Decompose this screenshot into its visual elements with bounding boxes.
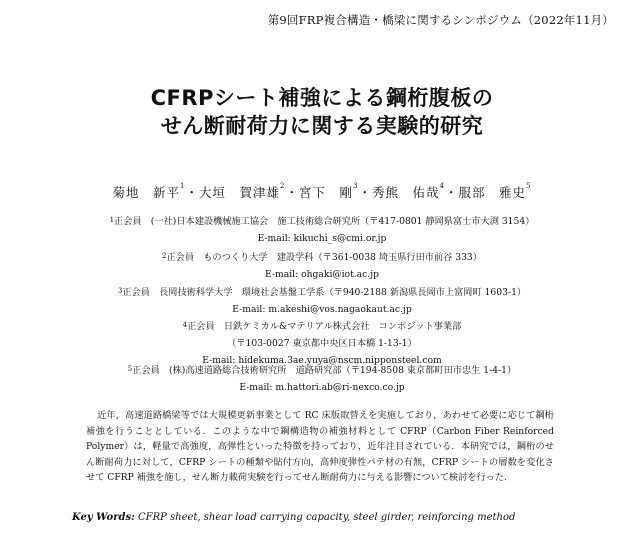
affiliation-line: $^3$正会員 長岡技術科学大学 環境社会基盤工学系（〒940-2188 新潟県長岡市上富岡町 1603-1） [117,287,527,298]
author-separator: ・ [185,185,199,200]
affiliation-mark: 2 [162,252,167,260]
author-mark: 1 [180,182,186,190]
author-list [0,183,644,201]
author-name: 宮下 剛 [299,185,354,200]
affiliation-address: （〒103-0027 東京都中央区日本橋 1-13-1） [227,338,417,349]
affiliation-email: E-mail: ohgaki@iot.ac.jp [265,269,379,280]
affiliation-line: $^1$正会員 (一社)日本建設機械施工協会 施工技術総合研究所（〒417-0801 静岡県富士市大渕 3154） [109,216,535,227]
affiliation-2 [0,249,644,283]
author-mark: 2 [280,182,286,190]
title-line-2: せん断耐荷力に関する実験的研究 [160,114,484,138]
affiliation-line: $^5$正会員 (株)高速道路総合技術研究所 道路研究部（〒194-8508 東京都町田市忠生 1-4-1） [127,365,517,376]
affiliation-email: E-mail: kikuchi_s@cmi.or.jp [257,233,387,244]
author-mark: 3 [353,182,359,190]
affiliation-email: E-mail: m.akeshi@vos.nagaokaut.ac.jp [232,304,412,315]
affiliation-3 [0,284,644,318]
keywords [72,512,515,523]
affiliation-email: E-mail: m.hattori.ab@ri-nexco.co.jp [239,382,405,393]
running-header: 第9回FRP複合構造・橋梁に関するシンポジウム（2022年11月） [267,13,614,27]
affiliation-mark: 4 [182,321,188,329]
author-name: 菊地 新平 [112,185,181,200]
paper-title [0,84,644,140]
author-name: 服部 雅史 [458,185,527,200]
affiliation-mark: 1 [109,216,115,224]
author-separator: ・ [285,185,299,200]
affiliation-line: $^2$正会員 ものつくり大学 建設学科（〒361-0038 埼玉県行田市前谷 333） [162,252,482,263]
affiliation-mark: 3 [117,287,123,295]
author-mark: 4 [439,182,445,190]
keywords-label: Key Words: [72,512,135,523]
author-mark: 5 [526,182,532,190]
author-separator: ・ [444,185,459,200]
affiliation-mark: 5 [127,365,133,373]
author-name: 大垣 賀津雄 [199,185,281,200]
author-separator: ・ [358,185,372,200]
keywords-text: CFRP sheet, shear load carrying capacity, steel girder, reinforcing method [137,512,516,523]
title-line-1: CFRPシート補強による鋼桁腹板の [150,86,494,110]
affiliation-email: E-mail: hidekuma.3ae.yuya@nscm.nipponsteel.com [202,355,442,366]
affiliation-5 [0,362,644,396]
abstract: 近年，高速道路橋梁等では大規模更新事業として RC 床版取替えを実施しており，あわせて必要に応じて鋼桁補強を行うこととしている．このような中で鋼構造物の補強材料として CFRP（Carbon Fiber Reinforced Polymer）は，軽量で高強度，高弾性といった特徴を持っており，近年注目されている．本研究では，鋼桁のせん断耐荷力に対して，CFRP シートの種類や貼付方向，高伸度弾性パテ材の有無，CFRP シートの層数を変化させて CFRP 補強を施し，せん断力載荷実験を行ってせん断耐荷力に与える影響について検討を行った． [86,410,554,483]
affiliation-line: $^4$正会員 日鉄ケミカル&マテリアル株式会社 コンポジット事業部 [182,321,462,332]
author-name: 秀熊 佑哉 [372,185,440,200]
affiliation-1 [0,213,644,247]
